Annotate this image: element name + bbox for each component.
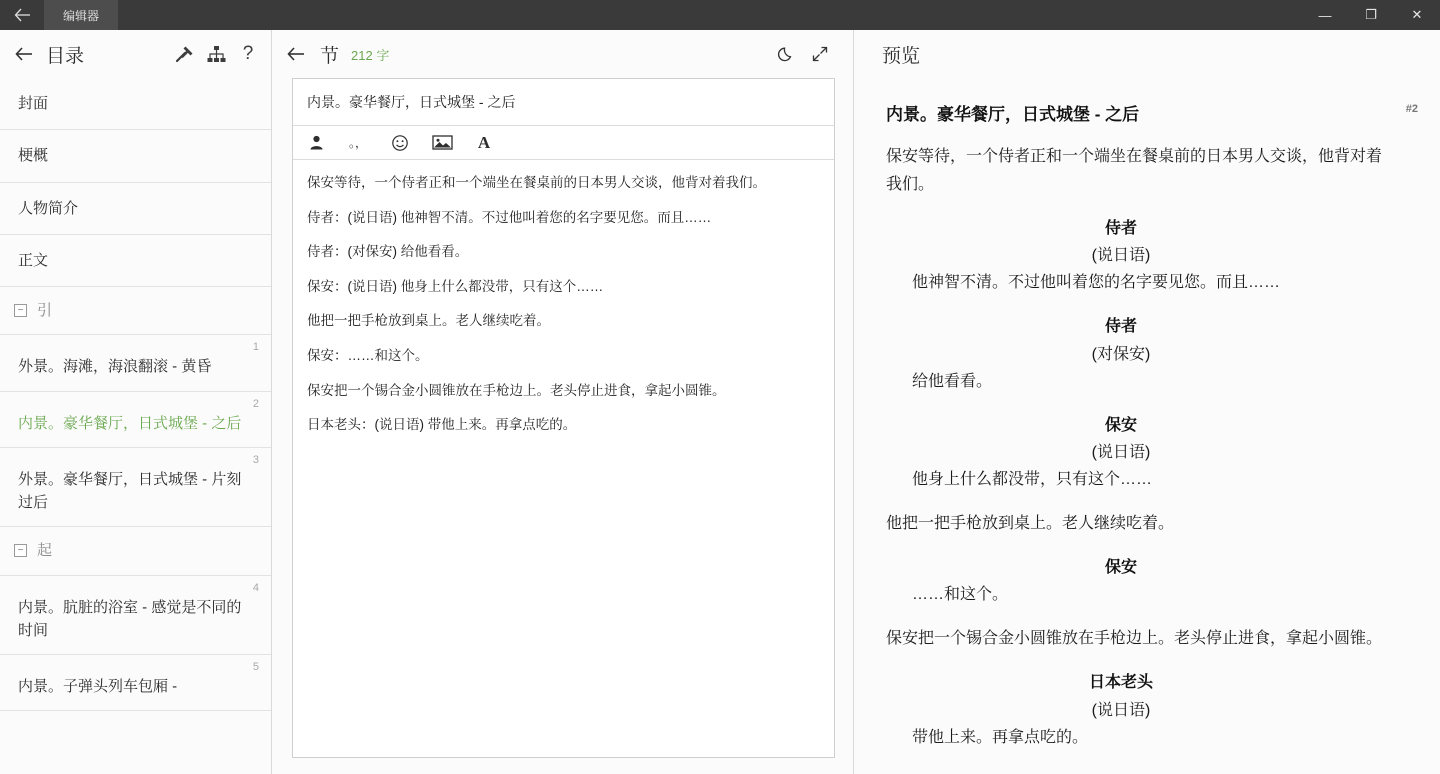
editor-panel [272, 30, 854, 774]
preview-character: 日本老头 [1088, 674, 1153, 692]
preview-dialogue: ……和这个。 [912, 586, 1009, 604]
preview-character: 保安 [1104, 416, 1137, 434]
preview-dialogue: 给他看看。 [912, 372, 993, 390]
preview-scene-number: #2 [1405, 103, 1418, 115]
sidebar-title: 目录 [46, 45, 85, 67]
editor-line[interactable]: 日本老头：(说日语) 带他上来。再拿点吃的。 [307, 417, 577, 433]
minimize-icon: — [1318, 7, 1332, 23]
editor-toolbar [293, 126, 834, 160]
preview-character: 保安 [1104, 559, 1137, 577]
scene-number: 4 [252, 581, 259, 594]
outline-sidebar [0, 30, 272, 774]
outline-group-qi[interactable] [0, 527, 271, 575]
editor-line[interactable]: 保安等待，一个侍者正和一个端坐在餐桌前的日本男人交谈，他背对着我们。 [307, 175, 766, 190]
outline-item-label: 内景。子弹头列车包厢 - [18, 678, 178, 695]
moon-icon [777, 45, 795, 63]
editor-line[interactable]: 保安：(说日语) 他身上什么都没带，只有这个…… [307, 278, 604, 294]
outline-item-cover[interactable] [0, 78, 271, 130]
scene-number: 2 [252, 397, 259, 410]
preview-title: 预览 [882, 45, 921, 67]
collapse-toggle-icon[interactable]: − [14, 544, 27, 557]
editor-line[interactable]: 保安把一个锡合金小圆锥放在手枪边上。老头停止进食，拿起小圆锥。 [307, 382, 726, 398]
night-mode-button[interactable] [769, 39, 803, 69]
editor-header [272, 30, 853, 78]
editor-title: 节 [320, 45, 340, 67]
text-format-icon: A [477, 132, 491, 152]
collapse-toggle-icon[interactable]: − [14, 304, 27, 317]
expand-icon [811, 45, 829, 63]
scene-heading-field[interactable]: 内景。豪华餐厅，日式城堡 - 之后 [293, 79, 834, 126]
preview-parenthetical: (说日语) [1091, 701, 1151, 719]
preview-parenthetical: (说日语) [1091, 443, 1151, 461]
outline-item-label: 正文 [18, 251, 49, 269]
preview-content[interactable] [854, 78, 1440, 774]
insert-character-button[interactable] [305, 130, 327, 156]
punctuation-icon: 。， [348, 136, 367, 150]
editor-line[interactable]: 侍者：(对保安) 给他看看。 [307, 244, 469, 260]
window-tab[interactable]: 编辑器 [44, 0, 118, 30]
outline-scene-4[interactable] [0, 576, 271, 656]
outline-item-label: 外景。豪华餐厅，日式城堡 - 片刻过后 [18, 470, 242, 511]
outline-scene-1[interactable] [0, 335, 271, 391]
outline-item-synopsis[interactable] [0, 130, 271, 182]
preview-action: 保安等待，一个侍者正和一个端坐在餐桌前的日本男人交谈，他背对着我们。 [886, 148, 1383, 193]
back-arrow-icon [15, 47, 33, 61]
emoji-icon [391, 134, 409, 152]
word-count-label: 212 字 [351, 47, 390, 63]
preview-character: 侍者 [1104, 318, 1137, 336]
editor-line[interactable]: 保安：……和这个。 [307, 347, 429, 363]
outline-item-characters[interactable] [0, 183, 271, 235]
outline-group-yin[interactable] [0, 287, 271, 335]
scene-number: 3 [252, 453, 259, 466]
editor-text-area[interactable] [293, 160, 834, 757]
preview-action: 保安把一个锡合金小圆锥放在手枪边上。老头停止进食，拿起小圆锥。 [886, 630, 1383, 648]
hammer-tool-button[interactable] [169, 39, 199, 69]
outline-group-label: 起 [37, 542, 53, 560]
outline-scene-5[interactable] [0, 655, 271, 711]
maximize-button[interactable] [1348, 0, 1394, 30]
outline-item-label: 内景。豪华餐厅，日式城堡 - 之后 [18, 414, 242, 432]
preview-dialogue-block [886, 215, 1396, 297]
back-arrow-icon [287, 47, 305, 61]
structure-icon [206, 44, 227, 65]
preview-scene-heading-text: 内景。豪华餐厅，日式城堡 - 之后 [886, 105, 1140, 124]
scene-number: 5 [252, 661, 259, 673]
help-icon: ? [242, 43, 254, 64]
preview-character: 侍者 [1104, 220, 1137, 237]
sidebar-back-button[interactable] [10, 40, 38, 68]
preview-dialogue-block [886, 669, 1396, 751]
close-icon: ✕ [1411, 7, 1423, 22]
outline-scene-2[interactable] [0, 392, 271, 448]
sidebar-header [0, 30, 271, 78]
main-body [0, 30, 1440, 774]
maximize-icon: ❐ [1365, 7, 1377, 22]
outline-group-label: 引 [37, 302, 53, 319]
help-button[interactable] [233, 39, 263, 69]
outline-item-label: 封面 [18, 95, 49, 112]
preview-dialogue: 带他上来。再拿点吃的。 [912, 728, 1089, 746]
close-button[interactable] [1394, 0, 1440, 30]
preview-dialogue: 他神智不清。不过他叫着您的名字要见您。而且…… [912, 274, 1281, 292]
outline-item-label: 内景。肮脏的浴室 - 感觉是不同的时间 [18, 598, 242, 639]
preview-parenthetical: (说日语) [1091, 247, 1151, 265]
image-icon [432, 134, 453, 151]
text-format-button[interactable] [473, 130, 495, 156]
insert-punctuation-button[interactable] [347, 130, 369, 156]
outline-item-label: 人物简介 [18, 199, 79, 217]
outline-item-label: 外景。海滩，海浪翻滚 - 黄昏 [18, 358, 212, 376]
back-arrow-icon [14, 8, 31, 22]
editor-line[interactable]: 他把一把手枪放到桌上。老人继续吃着。 [307, 313, 550, 329]
insert-image-button[interactable] [431, 130, 453, 156]
outline-item-label: 梗概 [18, 147, 49, 165]
preview-header [854, 30, 1440, 78]
preview-dialogue-block [886, 554, 1396, 609]
preview-scene-heading [886, 100, 1418, 125]
preview-parenthetical: (对保安) [1091, 345, 1151, 363]
character-icon [308, 134, 325, 151]
minimize-button[interactable] [1302, 0, 1348, 30]
outline-scene-3[interactable] [0, 448, 271, 528]
preview-dialogue: 他身上什么都没带，只有这个…… [912, 471, 1153, 489]
scene-number: 1 [252, 341, 259, 354]
outline-list[interactable] [0, 78, 271, 774]
editor-card [292, 78, 835, 758]
outline-item-maintext[interactable] [0, 235, 271, 287]
window-back-button[interactable] [0, 0, 44, 30]
insert-emoji-button[interactable] [389, 130, 411, 156]
preview-dialogue-block [886, 313, 1396, 395]
fullscreen-button[interactable] [803, 39, 837, 69]
structure-view-button[interactable] [201, 39, 231, 69]
editor-back-button[interactable] [282, 40, 310, 68]
preview-action: 他把一把手枪放到桌上。老人继续吃着。 [886, 515, 1175, 533]
hammer-icon [174, 44, 195, 65]
title-bar [0, 0, 1440, 30]
editor-line[interactable]: 侍者：(说日语) 他神智不清。不过他叫着您的名字要见您。而且…… [307, 209, 712, 225]
preview-dialogue-block [886, 412, 1396, 494]
preview-panel [854, 30, 1440, 774]
